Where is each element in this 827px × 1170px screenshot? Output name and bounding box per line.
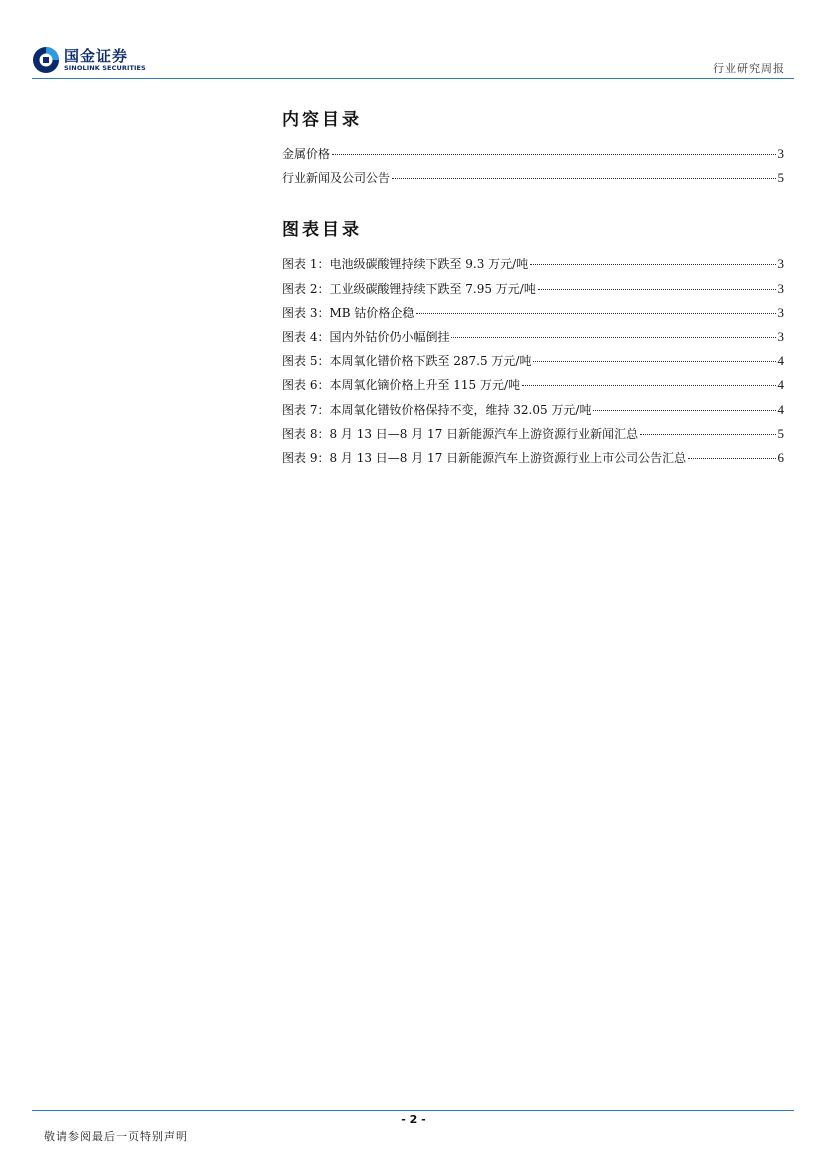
dot-leader <box>640 434 775 435</box>
figure-entry-page: 6 <box>777 449 784 465</box>
figure-entry-6[interactable] <box>282 373 784 397</box>
footer-disclaimer: 敬请参阅最后一页特别声明 <box>44 1130 188 1143</box>
dot-leader <box>416 313 775 314</box>
figure-entry-page: 3 <box>777 280 784 296</box>
figure-entry-4[interactable] <box>282 325 784 349</box>
figure-entry-page: 4 <box>777 353 784 369</box>
figure-entry-page: 3 <box>777 304 784 320</box>
toc-entry-page: 5 <box>777 170 784 186</box>
figure-entry-label: 图表 8：8 月 13 日—8 月 17 日新能源汽车上游资源行业新闻汇总 <box>282 426 639 441</box>
figure-entry-3[interactable] <box>282 301 784 325</box>
dot-leader <box>332 154 775 155</box>
figure-entry-9[interactable] <box>282 446 784 470</box>
figure-entry-label: 图表 6：本周氧化镝价格上升至 115 万元/吨 <box>282 378 521 393</box>
toc-entry-label: 行业新闻及公司公告 <box>282 171 391 186</box>
figure-entry-8[interactable] <box>282 422 784 446</box>
toc-title: 内容目录 <box>282 110 362 130</box>
toc-entry-label: 金属价格 <box>282 147 331 161</box>
toc-list <box>282 142 784 190</box>
toc-entry-news[interactable] <box>282 166 784 190</box>
dot-leader <box>688 458 775 459</box>
figures-list <box>282 252 784 470</box>
figure-entry-label: 图表 5：本周氧化镨价格下跌至 287.5 万元/吨 <box>282 354 532 369</box>
dot-leader <box>522 385 775 386</box>
figure-entry-7[interactable] <box>282 398 784 422</box>
figure-entry-page: 5 <box>777 425 784 441</box>
logo-english-name: SINOLINK SECURITIES <box>64 64 146 72</box>
sinolink-logo-icon <box>32 46 60 74</box>
figure-entry-page: 4 <box>777 401 784 417</box>
figure-entry-page: 3 <box>777 328 784 344</box>
figure-entry-page: 4 <box>777 377 784 393</box>
figure-entry-5[interactable] <box>282 349 784 373</box>
dot-leader <box>593 410 775 411</box>
page-number: - 2 - <box>401 1113 426 1126</box>
footer-divider <box>32 1110 794 1111</box>
figure-entry-2[interactable] <box>282 277 784 301</box>
figure-entry-label: 图表 3：MB 钴价格企稳 <box>282 305 415 320</box>
company-logo <box>32 46 146 74</box>
dot-leader <box>530 264 775 265</box>
header-divider <box>32 78 794 79</box>
page-header <box>0 0 827 80</box>
toc-entry-page: 3 <box>777 146 784 161</box>
figure-entry-label: 图表 9：8 月 13 日—8 月 17 日新能源汽车上游资源行业上市公司公告汇总 <box>282 450 687 465</box>
figure-entry-label: 图表 7：本周氧化镨钕价格保持不变，维持 32.05 万元/吨 <box>282 402 592 417</box>
dot-leader <box>538 289 776 290</box>
figure-entry-label: 图表 2：工业级碳酸锂持续下跌至 7.95 万元/吨 <box>282 281 536 296</box>
figures-title: 图表目录 <box>282 220 362 241</box>
figure-entry-page: 3 <box>777 256 784 272</box>
figure-entry-label: 图表 1：电池级碳酸锂持续下跌至 9.3 万元/吨 <box>282 257 529 272</box>
figure-entry-1[interactable] <box>282 252 784 276</box>
dot-leader <box>533 361 775 362</box>
dot-leader <box>451 337 775 338</box>
report-type-label: 行业研究周报 <box>713 62 785 75</box>
contents-area <box>282 108 784 470</box>
dot-leader <box>392 178 775 179</box>
toc-entry-metal-prices[interactable] <box>282 142 784 166</box>
logo-chinese-name: 国金证券 <box>64 47 129 65</box>
figure-entry-label: 图表 4：国内外钴价仍小幅倒挂 <box>282 329 450 344</box>
